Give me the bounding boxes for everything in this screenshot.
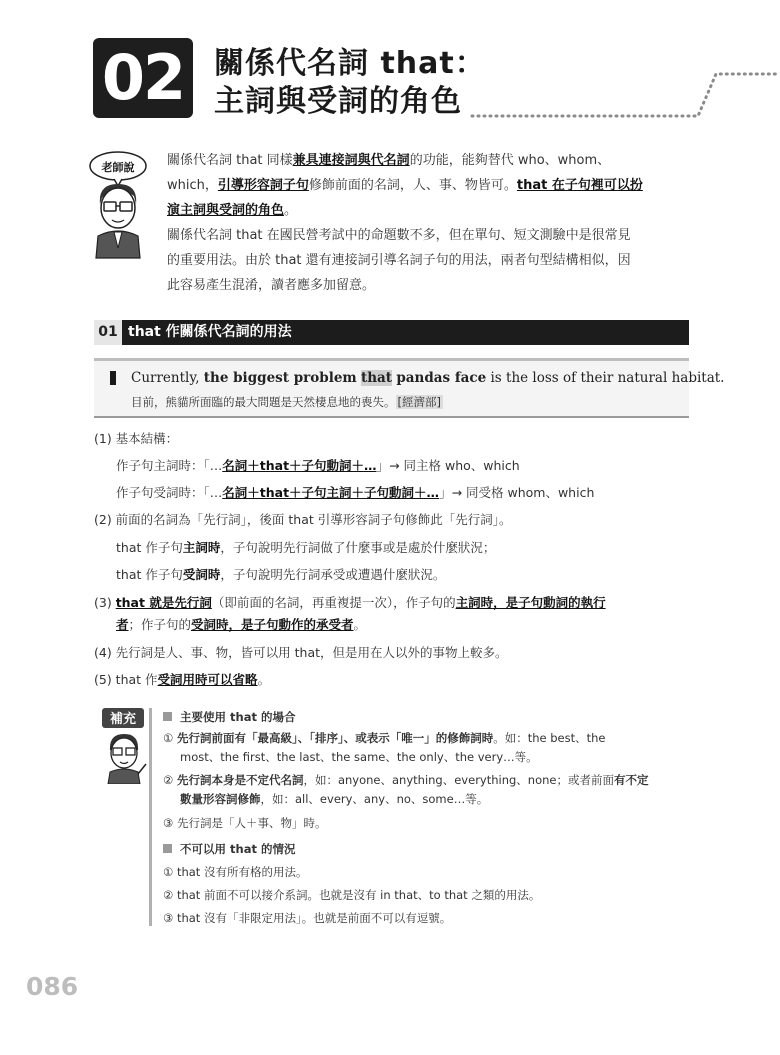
example-translation: [131, 394, 443, 410]
point-text: (5) that 作: [94, 672, 158, 687]
section-title: that 作關係代名詞的用法: [128, 324, 292, 340]
point-emphasis: 者: [116, 617, 129, 632]
supplement-item-1-line-1: [163, 729, 606, 747]
point-text: 作子句主詞時：「…: [116, 458, 223, 473]
supplement-item-3: ③ 先行詞是「人＋事、物」時。: [163, 816, 327, 830]
supplement-no-2: ② that 前面不可以接介系詞。也就是沒有 in that、to that 之類的用法。: [163, 888, 541, 902]
intro-emphasis: 兼具連接詞與代名詞: [292, 153, 410, 168]
supplement-rule: [149, 708, 152, 926]
point-1-line-2: [116, 483, 594, 503]
point-text: 。: [353, 617, 367, 632]
point-formula: 名詞＋that＋子句動詞＋…: [222, 458, 377, 473]
supp-text: ，如：all、every、any、no、some…等。: [260, 792, 489, 806]
point-emphasis: 受詞時: [182, 567, 221, 582]
point-1-line-1: [116, 456, 520, 476]
intro-emphasis: that 在子句裡可以扮: [516, 178, 643, 193]
intro-line-5: 的重要用法。由於 that 還有連接詞引導名詞子句的用法，兩者句型結構相似，因: [167, 253, 631, 268]
supp-text: ，如：anyone、anything、everything、none；或者前面: [303, 773, 614, 787]
point-text: 。: [257, 672, 271, 687]
point-emphasis: that 就是先行詞: [115, 595, 212, 610]
section-number: 01: [94, 320, 122, 345]
point-1-heading: (1) 基本結構：: [94, 431, 179, 446]
supplement-no-3: ③ that 沒有「非限定用法」。也就是前面不可以有逗號。: [163, 911, 452, 925]
intro-text: 的功能，能夠替代 who、whom、: [409, 153, 611, 168]
supplement-no-1: ① that 沒有所有格的用法。: [163, 865, 308, 879]
point-3-line-1: [94, 593, 606, 613]
point-5: [94, 670, 270, 690]
supp-text: 。如：the best、the: [493, 731, 606, 745]
intro-line-3: [167, 198, 687, 223]
page-number: 086: [26, 972, 79, 1001]
point-2-line-2: [116, 565, 445, 585]
intro-text: 。: [284, 203, 298, 218]
speech-bubble-text: 老師說: [101, 161, 135, 174]
section-header: [94, 320, 689, 345]
intro-text: 關係代名詞 that 同樣: [167, 153, 293, 168]
square-bullet-icon: [163, 712, 172, 721]
example-antecedent: the biggest problem: [203, 370, 357, 386]
point-text: that 作子句: [116, 540, 183, 555]
chapter-number-box: [93, 38, 193, 118]
example-sentence: [131, 368, 724, 388]
point-text: ，子句說明先行詞承受或遭遇什麼狀況。: [220, 567, 446, 582]
supplement-heading-text: 不可以用 that 的情況: [180, 842, 296, 856]
point-text: 」→ 同受格 whom、which: [439, 485, 595, 500]
dotted-decoration: [470, 66, 780, 120]
point-2-line-1: [116, 538, 495, 558]
intro-emphasis: 演主詞與受詞的角色: [167, 203, 285, 218]
supplement-item-2-line-1: [163, 771, 649, 789]
example-translation-text: 目前，熊貓所面臨的最大問題是天然棲息地的喪失。: [131, 395, 396, 409]
point-formula: 名詞＋that＋子句主詞＋子句動詞＋…: [222, 485, 440, 500]
intro-line-2: [167, 173, 687, 198]
point-3-line-2: [116, 615, 366, 635]
point-4: (4) 先行詞是人、事、物，皆可以用 that，但是用在人以外的事物上較多。: [94, 645, 508, 660]
example-source-tag: [經濟部]: [397, 395, 441, 409]
intro-text: which，: [167, 178, 218, 193]
intro-line-1: [167, 148, 687, 173]
point-emphasis: 主詞時: [182, 540, 221, 555]
supplement-heading-2: [163, 840, 295, 858]
point-text: ，子句說明先行詞做了什麼事或是處於什麼狀況；: [220, 540, 496, 555]
supplement-item-2-line-2: [180, 790, 488, 808]
intro-emphasis: 引導形容詞子句: [217, 178, 309, 193]
supplement-heading-1: [163, 708, 295, 726]
point-emphasis: 主詞時，是子句動詞的執行: [455, 595, 606, 610]
point-text: ；作子句的: [128, 617, 192, 632]
chapter-title-line1: 關係代名詞 that：: [214, 46, 486, 81]
point-text: 作子句受詞時：「…: [116, 485, 223, 500]
supp-emphasis: 數量形容詞修飾: [180, 792, 261, 806]
point-text: that 作子句: [116, 567, 183, 582]
supplement-heading-text: 主要使用 that 的場合: [180, 710, 296, 724]
point-emphasis: 受詞用時可以省略: [157, 672, 258, 687]
supp-emphasis: 先行詞本身是不定代名詞: [176, 773, 304, 787]
intro-line-6: 此容易產生混淆，讀者應多加留意。: [167, 278, 376, 293]
supplement-item-1-line-2: most、the first、the last、the same、the only、the very…等。: [180, 750, 538, 764]
point-text: (3): [94, 595, 116, 610]
point-emphasis: 受詞時，是子句動作的承受者: [191, 617, 354, 632]
supp-text: ②: [163, 773, 177, 787]
point-2-heading: (2) 前面的名詞為「先行詞」，後面 that 引導形容詞子句修飾此「先行詞」。: [94, 512, 512, 527]
square-bullet-icon: [163, 844, 172, 853]
intro-paragraph: [167, 148, 687, 298]
example-text: Currently,: [131, 370, 204, 386]
example-that: that: [361, 370, 393, 386]
supplement-illustration: [100, 708, 148, 788]
point-text: （即前面的名詞，再重複提一次），作子句的: [211, 595, 456, 610]
teacher-illustration: [86, 148, 150, 264]
point-text: 」→ 同主格 who、which: [376, 458, 520, 473]
supp-text: ①: [163, 731, 177, 745]
chapter-title-line2: 主詞與受詞的角色: [214, 84, 462, 119]
example-clause: pandas face: [396, 370, 487, 386]
intro-text: 修飾前面的名詞，人、事、物皆可。: [308, 178, 517, 193]
supplement-label: 補充: [109, 712, 137, 727]
supp-emphasis: 有不定: [614, 773, 649, 787]
supp-emphasis: 先行詞前面有「最高級」、「排序」、或表示「唯一」的修飾詞時: [176, 731, 494, 745]
chapter-number: 02: [101, 41, 185, 114]
intro-line-4: 關係代名詞 that 在國民營考試中的命題數不多，但在單句、短文測驗中是很常見: [167, 228, 631, 243]
example-marker: [110, 371, 116, 385]
example-text: is the loss of their natural habitat.: [486, 370, 725, 386]
